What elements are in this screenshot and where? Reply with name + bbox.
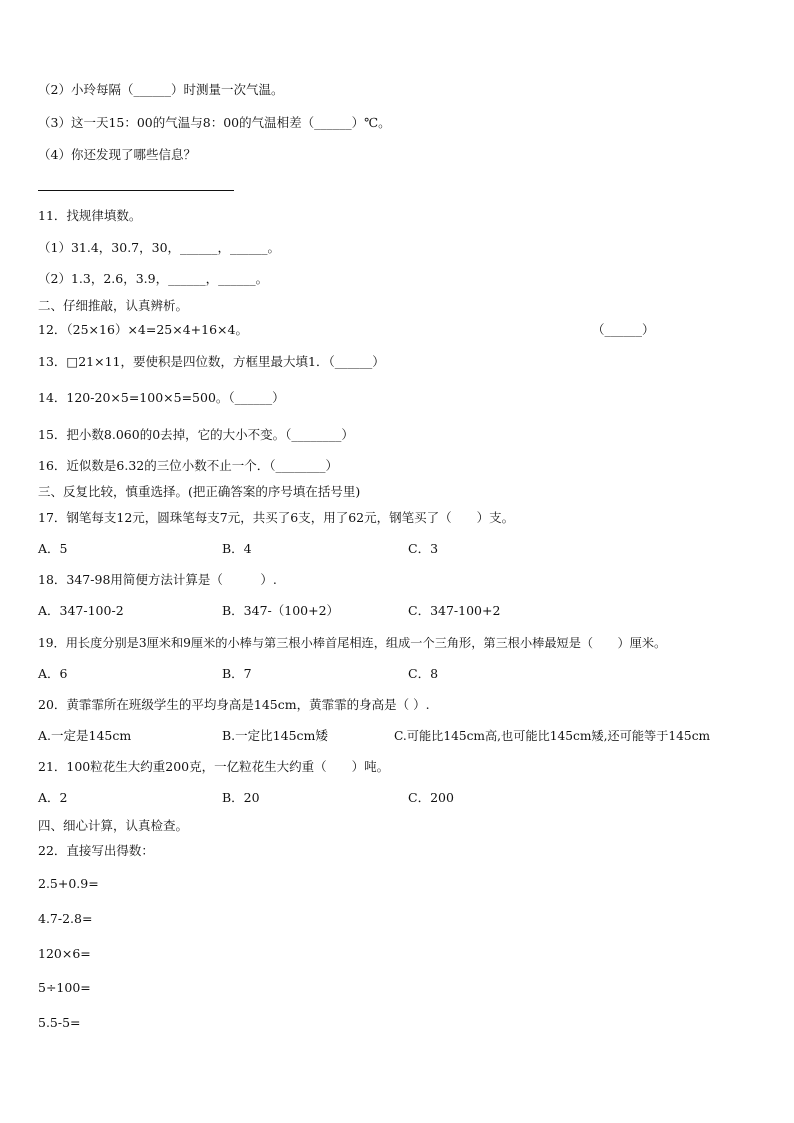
part4-heading: 四、细心计算，认真检查。 (38, 818, 189, 833)
q11-part2: （2）1.3，2.6，3.9，______，______。 (38, 271, 269, 286)
q10-part3: （3）这一天15：00的气温与8：00的气温相差（______）℃。 (38, 115, 391, 130)
q18-option-c: C．347-100+2 (408, 603, 501, 618)
q21-option-b: B．20 (222, 790, 260, 805)
q18-stem: 18．347-98用简便方法计算是（ ）. (38, 572, 277, 587)
calc-item-1: 2.5+0.9= (38, 876, 99, 891)
q12-answer-blank: （______） (592, 322, 655, 337)
q21-option-a: A．2 (38, 790, 68, 805)
q14: 14．120-20×5=100×5=500。（______） (38, 390, 285, 405)
q20-option-a: A.一定是145cm (38, 728, 132, 743)
q11-part1: （1）31.4，30.7，30，______，______。 (38, 240, 281, 255)
calc-item-4: 5÷100= (38, 980, 91, 995)
q10-part2: （2）小玲每隔（______）时测量一次气温。 (38, 82, 284, 97)
answer-line (38, 190, 234, 191)
q18-option-a: A．347-100-2 (38, 603, 124, 618)
part2-heading: 二、仔细推敲，认真辨析。 (38, 298, 189, 313)
q10-part4: （4）你还发现了哪些信息？ (38, 147, 196, 162)
q17-option-a: A．5 (38, 541, 68, 556)
q18-option-b: B．347-（100+2） (222, 603, 340, 618)
q11-title: 11．找规律填数。 (38, 208, 142, 223)
part3-heading: 三、反复比较，慎重选择。(把正确答案的序号填在括号里) (38, 484, 361, 499)
q21-option-c: C．200 (408, 790, 454, 805)
q17-option-b: B．4 (222, 541, 252, 556)
q19-option-a: A．6 (38, 666, 68, 681)
q19-option-b: B．7 (222, 666, 252, 681)
q21-stem: 21．100粒花生大约重200克，一亿粒花生大约重（ ）吨。 (38, 759, 390, 774)
calc-item-2: 4.7-2.8= (38, 911, 93, 926)
q20-option-c: C.可能比145cm高,也可能比145cm矮,还可能等于145cm (394, 729, 711, 743)
q22-title: 22．直接写出得数： (38, 843, 154, 858)
q17-stem: 17．钢笔每支12元，圆珠笔每支7元，共买了6支，用了62元，钢笔买了（ ）支。 (38, 510, 515, 525)
q17-option-c: C．3 (408, 541, 439, 556)
calc-item-3: 120×6= (38, 946, 91, 961)
q15: 15．把小数8.060的0去掉，它的大小不变。（________） (38, 427, 354, 442)
q13: 13．□21×11，要使积是四位数，方框里最大填1．（______） (38, 354, 385, 369)
q20-option-b: B.一定比145cm矮 (222, 728, 328, 743)
q12: 12．（25×16）×4=25×4+16×4。 (38, 322, 248, 337)
calc-item-5: 5.5-5= (38, 1015, 81, 1030)
q19-stem: 19．用长度分别是3厘米和9厘米的小棒与第三根小棒首尾相连，组成一个三角形，第三根小棒最短是（ ）厘米。 (38, 636, 667, 650)
q20-stem: 20．黄霏霏所在班级学生的平均身高是145cm，黄霏霏的身高是（ ）. (38, 697, 430, 712)
q16: 16．近似数是6.32的三位小数不止一个．（________） (38, 458, 338, 473)
q19-option-c: C．8 (408, 666, 439, 681)
